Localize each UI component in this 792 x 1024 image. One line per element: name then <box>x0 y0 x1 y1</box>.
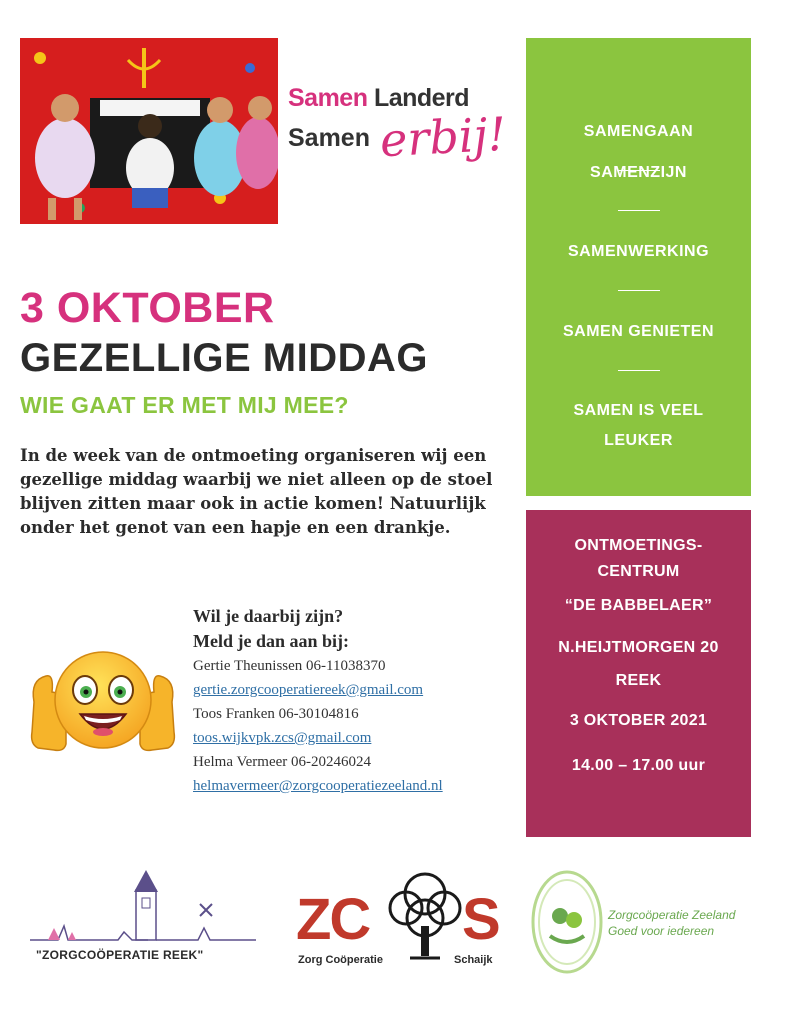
value-samen-is-veel: SAMEN IS VEEL <box>573 402 704 419</box>
event-date-heading: 3 OKTOBER <box>20 284 275 332</box>
zcos-town: Schaijk <box>454 954 493 966</box>
contact-person-1: Gertie Theunissen 06-11038370 <box>193 658 386 674</box>
samen-landerd-logo <box>288 84 508 184</box>
logo-landerd: Landerd <box>373 84 470 112</box>
value-leuker: LEUKER <box>604 432 673 449</box>
zcos-subtitle: Zorg Coöperatie <box>298 954 383 966</box>
location-venue: “DE BABBELAER” <box>564 597 713 614</box>
location-panel <box>526 510 751 837</box>
contact-person-3: Helma Vermeer 06-20246024 <box>193 754 372 770</box>
location-town: REEK <box>615 672 662 689</box>
value-divider <box>618 290 660 291</box>
value-samenzijn: SAMENZIJN <box>590 164 687 181</box>
contact-instruction: Meld je dan aan bij: <box>193 631 350 651</box>
zeeland-logo-slogan: Goed voor iedereen <box>608 924 715 938</box>
zcos-logo <box>296 866 506 976</box>
location-name-line1: ONTMOETINGS- <box>574 537 703 554</box>
value-samenwerking: SAMENWERKING <box>567 243 710 260</box>
zeeland-logo-name: Zorgcoöperatie Zeeland <box>608 908 736 922</box>
location-name-line2: CENTRUM <box>597 563 680 580</box>
contact-person-2: Toos Franken 06-30104816 <box>193 706 359 722</box>
zeeland-emblem-icon <box>530 868 604 976</box>
values-panel <box>526 38 751 496</box>
painting-image <box>20 38 278 224</box>
value-divider <box>618 370 660 371</box>
zorgcooperatie-reek-logo <box>28 866 260 966</box>
logo-samen-dark: Samen <box>288 124 370 152</box>
contact-email-1[interactable]: gertie.zorgcooperatiereek@gmail.com <box>193 682 424 698</box>
value-samen-genieten: SAMEN GENIETEN <box>562 323 714 340</box>
value-samengaan: SAMENGAAN <box>583 123 694 140</box>
contact-question: Wil je daarbij zijn? <box>193 606 344 626</box>
contact-email-3[interactable]: helmavermeer@zorgcooperatiezeeland.nl <box>193 778 443 794</box>
event-date-full: 3 OKTOBER 2021 <box>569 712 708 729</box>
thumbs-up-smiley-icon <box>28 640 178 758</box>
zcos-letter-right: S <box>462 887 501 952</box>
event-subtitle: WIE GAAT ER MET MIJ MEE? <box>20 392 349 418</box>
zcos-letters-left: ZC <box>296 887 370 952</box>
intro-paragraph: In de week van de ontmoeting organiseren wij een gezellige middag waarbij we niet alleen op de stoel blijven zitten maar ook in actie komen! Natuurlijk onder het genot van een hapje en een drankje. <box>20 446 493 537</box>
value-divider <box>618 210 660 211</box>
logo-samen-pink: Samen <box>288 84 368 112</box>
tree-icon <box>380 866 470 966</box>
event-title-heading: GEZELLIGE MIDDAG <box>20 336 428 380</box>
zorgcooperatie-zeeland-logo <box>526 866 766 978</box>
contact-block <box>193 604 513 798</box>
event-time: 14.00 – 17.00 uur <box>571 757 706 774</box>
logo-erbij: erbij! <box>378 106 508 168</box>
reek-logo-text: "ZORGCOÖPERATIE REEK" <box>36 948 204 962</box>
location-street: N.HEIJTMORGEN 20 <box>558 639 719 656</box>
contact-email-2[interactable]: toos.wijkvpk.zcs@gmail.com <box>193 730 372 746</box>
